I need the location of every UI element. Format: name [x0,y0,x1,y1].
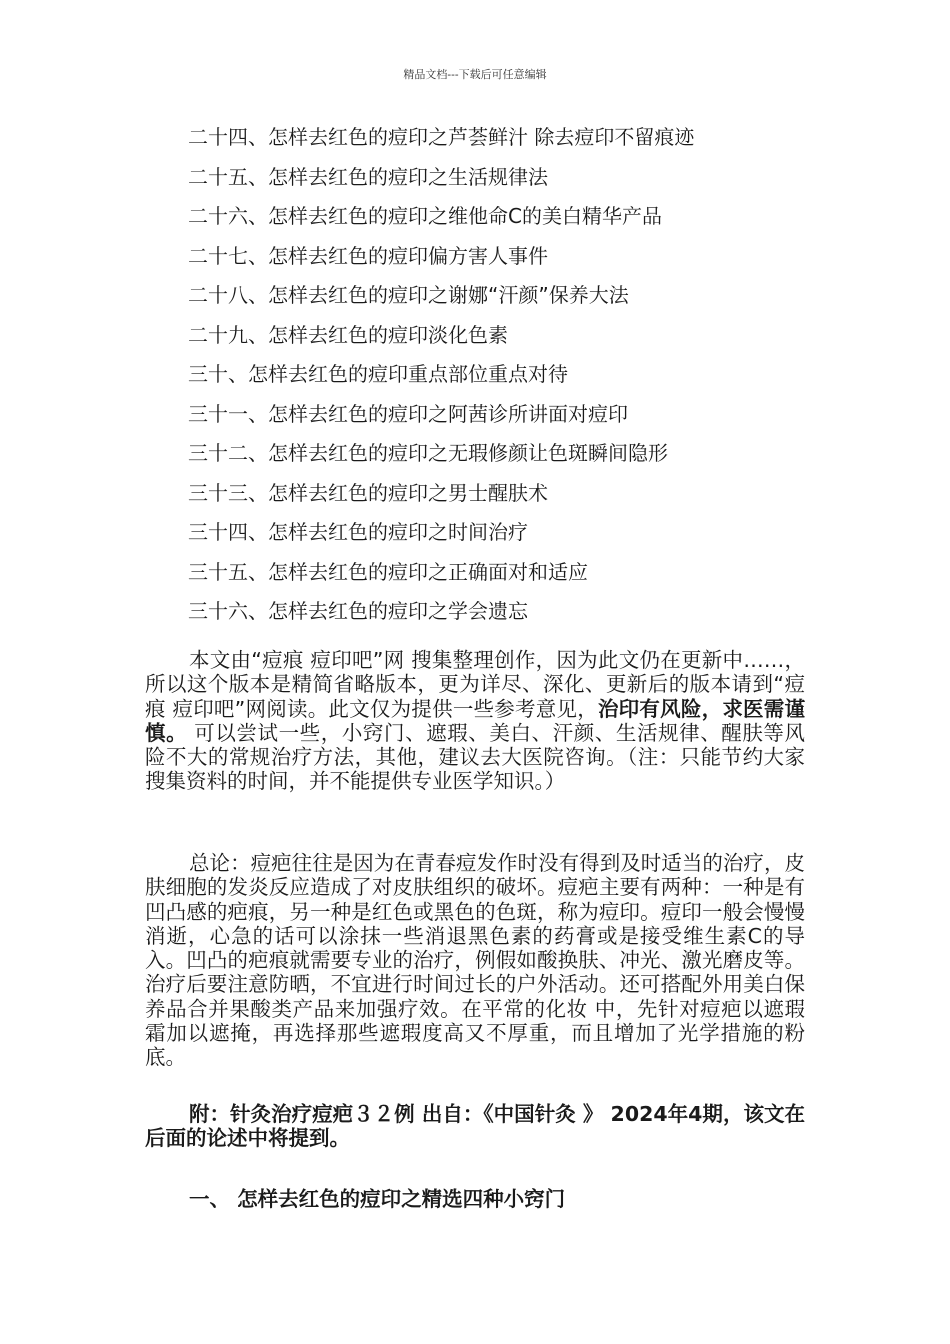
toc-item: 三十四、怎样去红色的痘印之时间治疗 [188,520,528,544]
toc-item: 三十一、怎样去红色的痘印之阿茜诊所讲面对痘印 [188,401,628,426]
toc-item: 二十九、怎样去红色的痘印淡化色素 [188,322,508,347]
intro-paragraph [145,648,805,794]
summary-text: 总论：痘疤往往是因为在青春痘发作时没有得到及时适当的治疗，皮肤细胞的发炎反应造成了对皮肤组织的破坏。痘疤主要有两种：一种是有凹凸感的疤痕，另一种是红色或黑色的色斑，称为痘印。痘印一般会慢慢消逝，心急的话可以涂抹一些消退黑色素的药膏或是接受维生素C的导入。凹凸的疤痕就需要专业的治疗，例假如酸换肤、冲光、激光磨皮等。治疗后要注意防晒，不宜进行时间过长的户外活动。还可搭配外用美白保养品合并果酸类产品来加强疗效。在平常的化妆 中，先针对痘疤以遮瑕霜加以遮掩，再选择那些遮瑕度高又不厚重，而且增加了光学措施的粉底。 [145,851,805,1070]
toc-item: 三十二、怎样去红色的痘印之无瑕修颜让色斑瞬间隐形 [188,441,668,465]
toc-item: 三十三、怎样去红色的痘印之男士醒肤术 [188,480,548,505]
toc-item: 三十、怎样去红色的痘印重点部位重点对待 [188,362,568,386]
appendix-text: 附：针灸治疗痘疤３２例 出自：《中国针灸 》 2024年4期，该文在后面的论述中将提到。 [145,1102,805,1151]
summary-paragraph [145,851,805,1070]
toc-item: 三十五、怎样去红色的痘印之正确面对和适应 [188,559,588,584]
intro-text: 本文由“痘痕 痘印吧”网 搜集整理创作，因为此文仍在更新中……，所以这个版本是精简省略版本，更为详尽、深化、更新后的版本请到“痘痕 痘印吧”网阅读。此文仅为提供一些参考意见， [145,648,805,721]
intro-text-continued: 可以尝试一些，小窍门、遮瑕、美白、汗颜、生活规律、醒肤等风险不大的常规治疗方法，其他，建议去大医院咨询。（注：只能节约大家搜集资料的时间，并不能提供专业医学知识。） [145,720,806,794]
toc-item: 二十八、怎样去红色的痘印之谢娜“汗颜”保养大法 [188,283,629,307]
toc-item: 二十六、怎样去红色的痘印之维他命C的美白精华产品 [188,204,662,228]
page-header: 精品文档---下载后可任意编辑 [403,68,547,81]
toc-item: 三十六、怎样去红色的痘印之学会遗忘 [188,599,528,623]
toc-item: 二十五、怎样去红色的痘印之生活规律法 [188,164,548,189]
toc-item: 二十七、怎样去红色的痘印偏方害人事件 [188,243,548,268]
toc-list [188,122,828,636]
appendix-paragraph [145,1102,805,1151]
intro-warning: 治印有风险，求医需谨慎。 [145,696,806,745]
section-title: 一、 怎样去红色的痘印之精选四种小窍门 [189,1187,566,1211]
toc-item: 二十四、怎样去红色的痘印之芦荟鲜汁 除去痘印不留痕迹 [188,125,695,149]
